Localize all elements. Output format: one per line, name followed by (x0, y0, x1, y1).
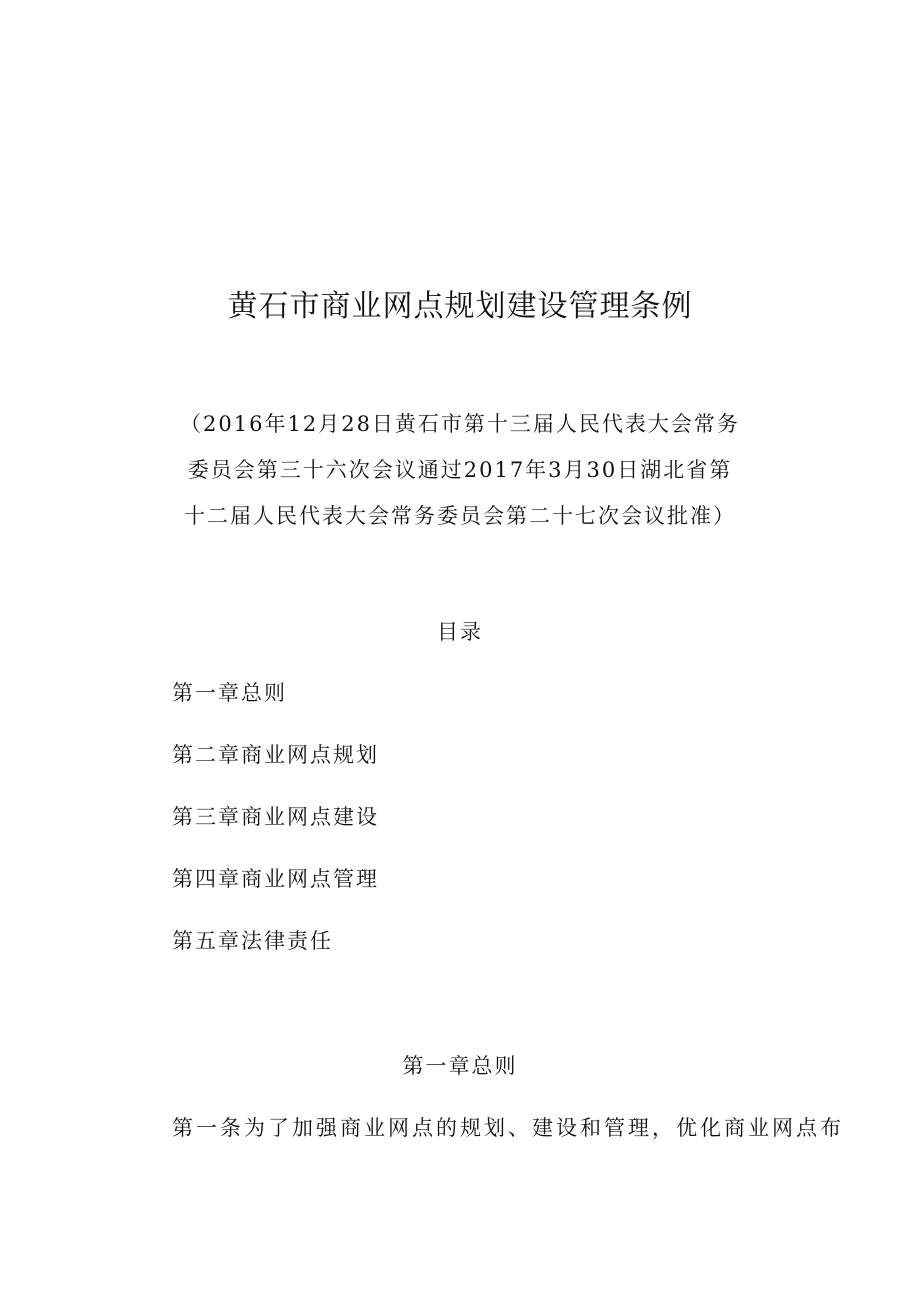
chapter-heading: 第一章总则 (402, 1054, 518, 1078)
article-text: 第一条为了加强商业网点的规划、建设和管理，优化商业网点布 (172, 1116, 844, 1140)
toc-item: 第一章总则 (172, 681, 287, 705)
preamble-line: （2016年12月28日黄石市第十三届人民代表大会常务 (180, 412, 740, 436)
toc-heading: 目录 (437, 620, 483, 644)
preamble (150, 401, 770, 539)
toc-item: 第三章商业网点建设 (172, 805, 379, 829)
preamble-line: 委员会第三十六次会议通过2017年3月30日湖北省第 (187, 458, 733, 482)
table-of-contents (172, 673, 379, 983)
toc-item: 第五章法律责任 (172, 929, 333, 953)
preamble-line: 十二届人民代表大会常务委员会第二十七次会议批准） (184, 504, 736, 528)
document-title: 黄石市商业网点规划建设管理条例 (227, 289, 693, 324)
toc-item: 第二章商业网点规划 (172, 743, 379, 767)
toc-item: 第四章商业网点管理 (172, 867, 379, 891)
